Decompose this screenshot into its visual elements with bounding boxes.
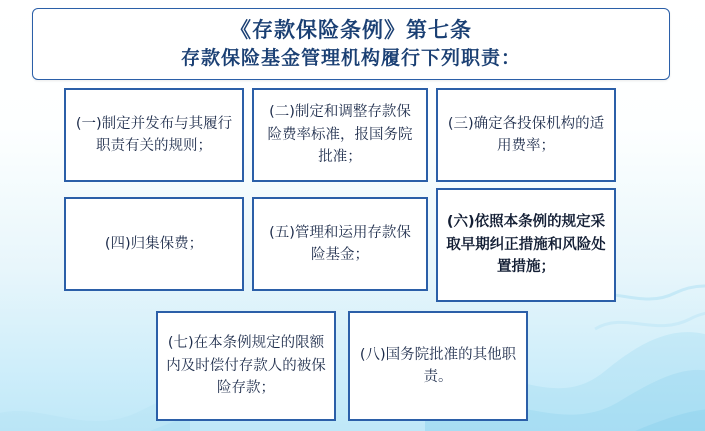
duty-text-6: (六)依照本条例的规定采取早期纠正措施和风险处置措施； — [446, 214, 606, 276]
duty-card-7[interactable] — [156, 311, 336, 421]
duty-text-1: (一)制定并发布与其履行职责有关的规则； — [75, 115, 233, 154]
duty-text-4: (四)归集保费； — [104, 235, 204, 252]
duty-text-8: (八)国务院批准的其他职责。 — [359, 346, 517, 385]
page-title: 《存款保险条例》第七条 — [230, 16, 472, 42]
duty-text-2: (二)制定和调整存款保险费率标准，报国务院批准； — [267, 104, 413, 166]
duty-card-6[interactable] — [436, 188, 616, 302]
duty-card-3[interactable] — [436, 88, 616, 182]
duty-text-5: (五)管理和运用存款保险基金； — [269, 224, 411, 263]
duty-text-3: (三)确定各投保机构的适用费率； — [447, 115, 605, 154]
slide-title-box — [32, 8, 670, 80]
duty-card-5[interactable] — [252, 197, 428, 291]
duty-card-8[interactable] — [348, 311, 528, 421]
page-subtitle: 存款保险基金管理机构履行下列职责： — [180, 46, 521, 69]
duty-text-7: (七)在本条例规定的限额内及时偿付存款人的被保险存款； — [166, 335, 326, 397]
duty-card-1[interactable] — [64, 88, 244, 182]
duty-card-4[interactable] — [64, 197, 244, 291]
duty-card-2[interactable] — [252, 88, 428, 182]
